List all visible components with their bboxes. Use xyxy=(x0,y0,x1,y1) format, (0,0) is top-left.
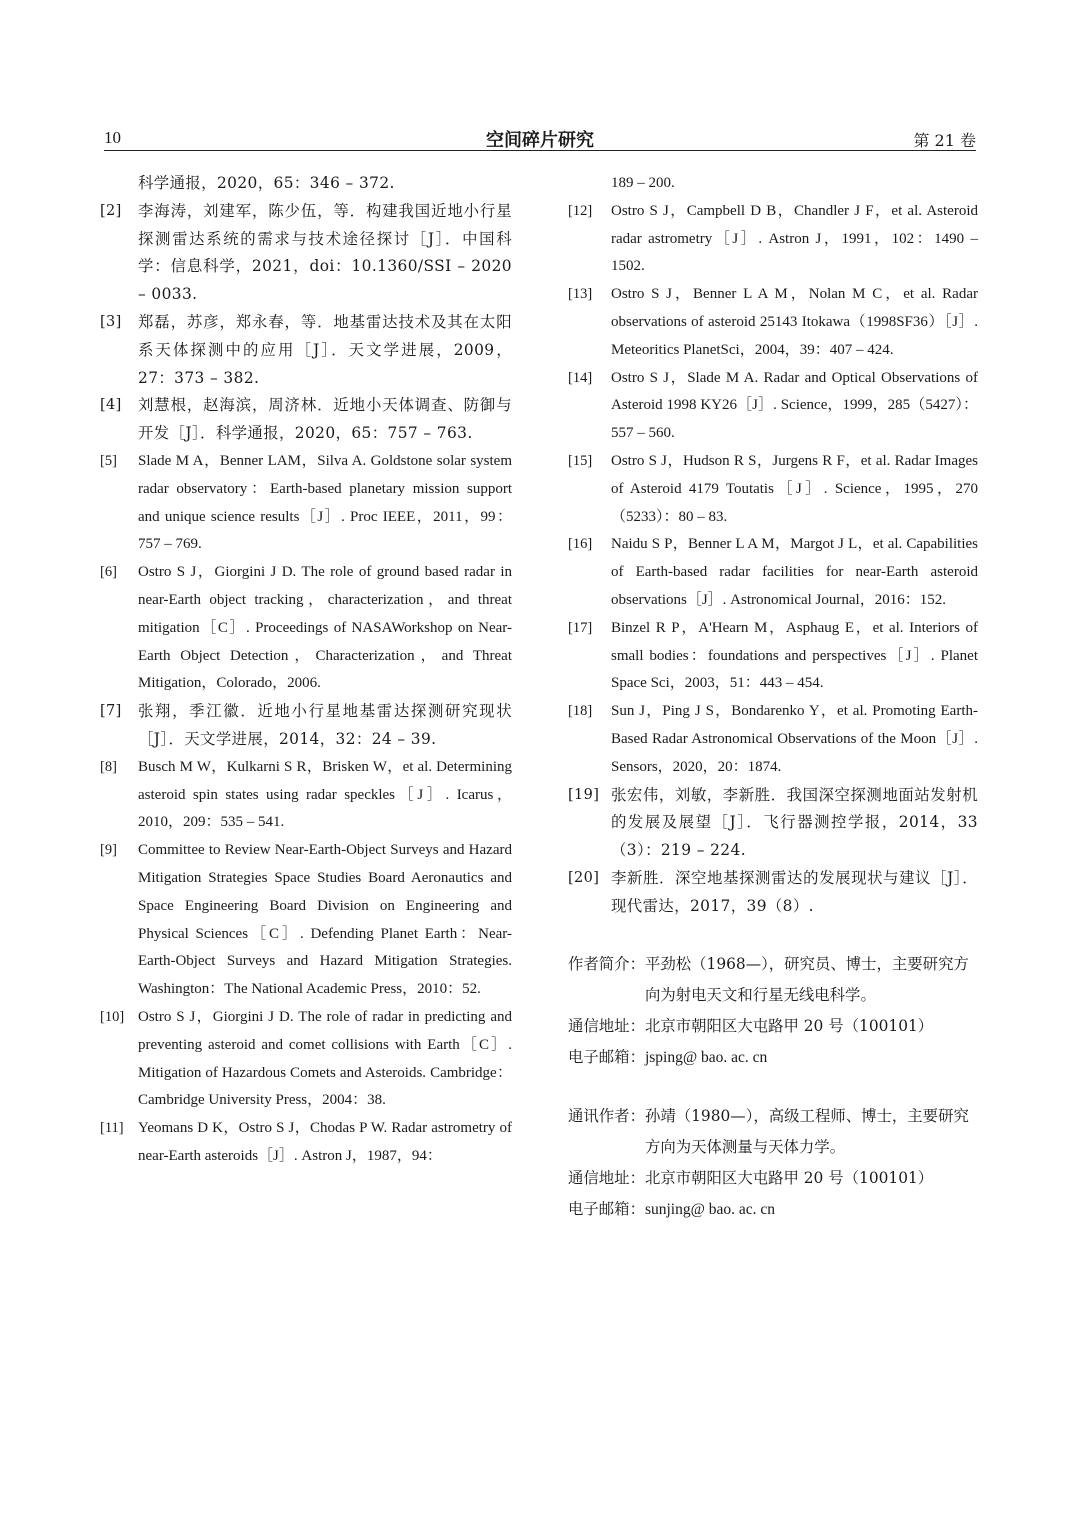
reference-item xyxy=(100,448,512,559)
reference-item xyxy=(100,1004,512,1115)
reference-continuation: 科学通报，2020，65：346 – 372. xyxy=(138,174,395,192)
reference-item xyxy=(568,448,978,531)
author-bio-1 xyxy=(568,949,978,1073)
author-intro-label: 通讯作者： xyxy=(568,1106,645,1125)
author-bio-2 xyxy=(568,1101,978,1225)
reference-text: 张宏伟，刘敏，李新胜．我国深空探测地面站发射机的发展及展望［J］．飞行器测控学报，2014，33（3）：219 – 224. xyxy=(611,785,978,860)
author-intro-text: 平劲松（1968—），研究员、博士，主要研究方向为射电天文和行星无线电科学。 xyxy=(644,954,969,1004)
reference-text: Busch M W，Kulkarni S R，Brisken W，et al. Determining asteroid spin states using radar speckles［J］. Icarus，2010，209：535 – 541. xyxy=(138,758,512,831)
reference-item xyxy=(100,392,512,448)
author-address xyxy=(568,1011,978,1042)
author-intro xyxy=(568,949,978,1011)
reference-number: [8] xyxy=(100,758,117,775)
reference-text: Ostro S J，Giorgini J D. The role of radar in predicting and preventing asteroid and comet collisions with Earth［C］. Mitigation of Hazardous Comets and Asteroids. Cambridge：Cambridge University Press，2004：38. xyxy=(138,1008,512,1109)
page-number: 10 xyxy=(104,128,121,147)
reference-text: 张翔，季江徽．近地小行星地基雷达探测研究现状［J］．天文学进展，2014，32：24 – 39. xyxy=(138,702,512,748)
address-label: 通信地址： xyxy=(568,1168,645,1187)
reference-number: [3] xyxy=(100,313,122,330)
author-email xyxy=(568,1042,978,1073)
reference-text: Slade M A，Benner LAM，Silva A. Goldstone solar system radar observatory：Earth-based planetary mission support and unique science results［J］. Proc IEEE，2011，99：757 – 769. xyxy=(138,452,512,553)
reference-item xyxy=(568,698,978,781)
reference-text: 李新胜．深空地基探测雷达的发展现状与建议［J］．现代雷达，2017，39（8）. xyxy=(611,868,978,915)
author-intro xyxy=(568,1101,978,1163)
reference-item xyxy=(568,782,978,865)
reference-text: 郑磊，苏彦，郑永春，等．地基雷达技术及其在太阳系天体探测中的应用［J］．天文学进展，2009，27：373 – 382. xyxy=(138,312,512,387)
reference-item xyxy=(100,309,512,392)
reference-number: [15] xyxy=(568,452,593,469)
author-email xyxy=(568,1194,978,1225)
author-intro-label: 作者简介： xyxy=(568,954,645,973)
reference-text: Ostro S J，Slade M A. Radar and Optical Observations of Asteroid 1998 KY26［J］. Science，1999，285（5427）：557 – 560. xyxy=(611,369,978,442)
email-text: sunjing@ bao. ac. cn xyxy=(644,1200,776,1218)
right-column xyxy=(568,170,978,1225)
address-text: 北京市朝阳区大屯路甲 20 号（100101） xyxy=(644,1168,934,1187)
reference-continuation: 189 – 200. xyxy=(611,175,675,191)
reference-text: Ostro S J，Hudson R S，Jurgens R F，et al. Radar Images of Asteroid 4179 Toutatis［J］. Science，1995，270（5233）：80 – 83. xyxy=(611,452,978,525)
reference-text: Sun J，Ping J S，Bondarenko Y，et al. Promoting Earth-Based Radar Astronomical Observations of the Moon［J］. Sensors，2020，20：1874. xyxy=(611,703,978,775)
email-text: jsping@ bao. ac. cn xyxy=(644,1048,768,1066)
email-label: 电子邮箱： xyxy=(568,1047,645,1066)
reference-item xyxy=(568,365,978,448)
address-label: 通信地址： xyxy=(568,1016,645,1035)
reference-text: 李海涛，刘建军，陈少伍，等．构建我国近地小行星探测雷达系统的需求与技术途径探讨［J］．中国科学：信息科学，2021，doi：10.1360/SSI – 2020 – 0033. xyxy=(138,201,512,304)
reference-number: [10] xyxy=(100,1008,125,1025)
reference-number: [9] xyxy=(100,842,117,859)
reference-number: [11] xyxy=(100,1120,124,1137)
reference-number: [7] xyxy=(100,703,122,720)
page-header xyxy=(104,124,976,151)
author-intro-text: 孙靖（1980—），高级工程师、博士，主要研究方向为天体测量与天体力学。 xyxy=(644,1106,969,1156)
email-label: 电子邮箱： xyxy=(568,1199,645,1218)
address-text: 北京市朝阳区大屯路甲 20 号（100101） xyxy=(644,1016,934,1035)
reference-item xyxy=(100,698,512,754)
journal-title: 空间碎片研究 xyxy=(486,130,594,151)
reference-text: Binzel R P，A'Hearn M，Asphaug E，et al. Interiors of small bodies：foundations and perspectives［J］. Planet Space Sci，2003，51：443 – 454. xyxy=(611,619,978,692)
reference-number: [16] xyxy=(568,536,593,553)
reference-number: [14] xyxy=(568,369,593,386)
reference-number: [4] xyxy=(100,397,122,414)
reference-item xyxy=(100,754,512,837)
reference-item xyxy=(568,281,978,364)
author-address xyxy=(568,1163,978,1194)
reference-number: [19] xyxy=(568,786,600,803)
reference-item xyxy=(568,531,978,614)
volume-label: 第 21 卷 xyxy=(913,131,976,150)
reference-item xyxy=(568,865,978,921)
reference-item xyxy=(568,198,978,281)
reference-number: [2] xyxy=(100,202,122,219)
left-column xyxy=(100,170,512,1171)
reference-text: Naidu S P，Benner L A M，Margot J L，et al. Capabilities of Earth-based radar facilities for near-Earth asteroid observations［J］. Astronomical Journal，2016：152. xyxy=(611,536,978,608)
reference-text: Yeomans D K，Ostro S J，Chodas P W. Radar astrometry of near-Earth asteroids［J］. Astron J，1987，94： xyxy=(138,1120,512,1164)
reference-text: Committee to Review Near-Earth-Object Surveys and Hazard Mitigation Strategies Space Studies Board Aeronautics and Space Engineering Board Division on Engineering and Physical Sciences［C］. Defending Planet Earth：Near-Earth-Object Surveys and Hazard Mitigation Strategies. Washington：The National Academic Press，2010：52. xyxy=(138,842,512,998)
reference-item xyxy=(100,198,512,309)
reference-text: Ostro S J，Giorgini J D. The role of ground based radar in near-Earth object tracking，characterization，and threat mitigation［C］. Proceedings of NASAWorkshop on Near-Earth Object Detection，Characterization，and Threat Mitigation，Colorado，2006. xyxy=(138,564,512,692)
reference-item xyxy=(100,1115,512,1171)
reference-item xyxy=(568,615,978,698)
reference-number: [12] xyxy=(568,202,593,219)
reference-text: Ostro S J，Campbell D B，Chandler J F，et al. Asteroid radar astrometry［J］. Astron J，1991，102：1490 – 1502. xyxy=(611,202,978,275)
reference-item xyxy=(100,559,512,698)
reference-number: [17] xyxy=(568,619,593,636)
reference-text: 刘慧根，赵海滨，周济林．近地小天体调查、防御与开发［J］．科学通报，2020，65：757 – 763. xyxy=(138,396,512,443)
reference-number: [18] xyxy=(568,703,593,720)
reference-number: [13] xyxy=(568,286,593,303)
reference-number: [6] xyxy=(100,564,117,581)
reference-item xyxy=(100,837,512,1004)
reference-number: [20] xyxy=(568,869,600,886)
reference-number: [5] xyxy=(100,452,117,469)
reference-text: Ostro S J，Benner L A M，Nolan M C，et al. Radar observations of asteroid 25143 Itokawa（1998SF36）［J］. Meteoritics PlanetSci，2004，39：407 – 424. xyxy=(611,286,978,358)
